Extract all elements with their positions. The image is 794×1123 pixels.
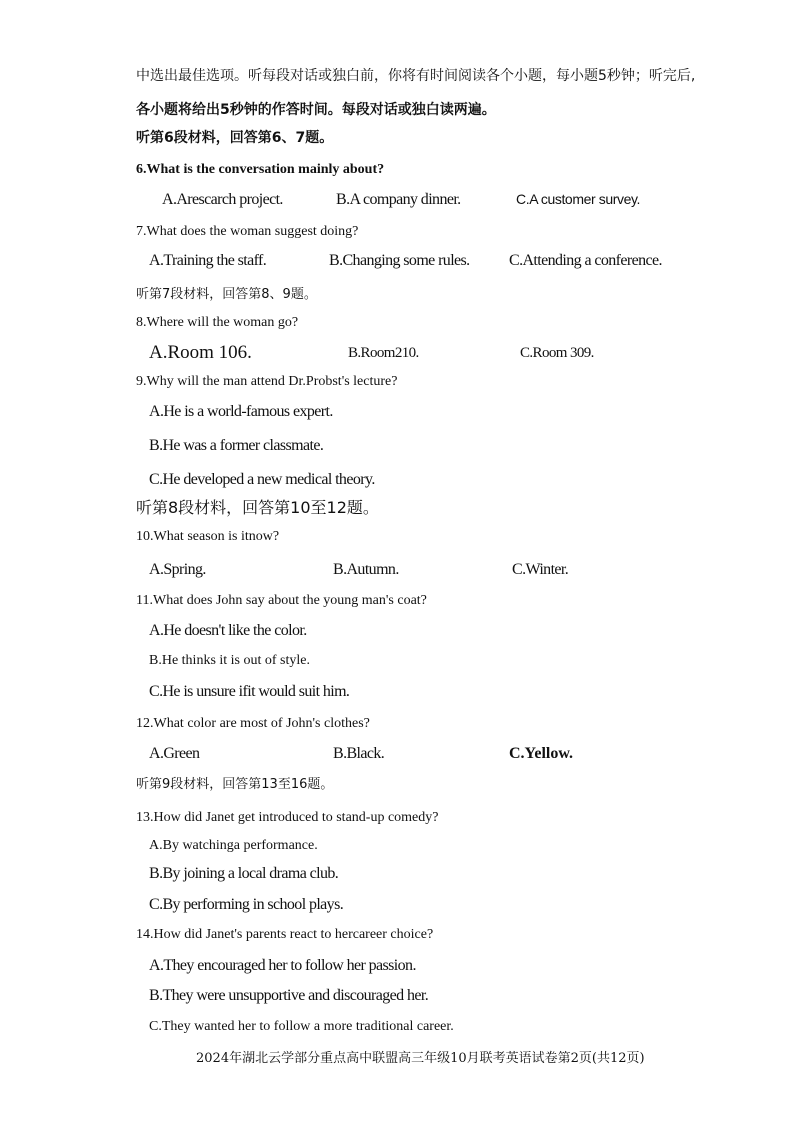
question-12-option-a: A.Green <box>149 745 200 762</box>
question-6-option-c: C.A customer survey. <box>516 191 641 207</box>
question-9-stem: 9.Why will the man attend Dr.Probst's lecture? <box>136 374 398 389</box>
question-8-option-c: C.Room 309. <box>520 345 594 361</box>
question-13-option-c: C.By performing in school plays. <box>149 896 344 913</box>
question-11-option-a: A.He doesn't like the color. <box>149 622 307 639</box>
instruction-line-1: 中选出最佳选项。听每段对话或独白前，你将有时间阅读各个小题，每小题5秒钟；听完后, <box>136 68 696 84</box>
question-12-option-c: C.Yellow. <box>509 745 573 762</box>
question-8-option-a: A.Room 106. <box>149 342 252 363</box>
question-9-option-a: A.He is a world-famous expert. <box>149 403 333 420</box>
question-13-option-b: B.By joining a local drama club. <box>149 865 339 882</box>
question-13-stem: 13.How did Janet get introduced to stand-up comedy? <box>136 810 439 825</box>
question-6-stem: 6.What is the conversation mainly about? <box>136 162 385 177</box>
question-14-stem: 14.How did Janet's parents react to hercareer choice? <box>136 927 434 942</box>
question-7-stem: 7.What does the woman suggest doing? <box>136 224 359 239</box>
question-11-option-c: C.He is unsure ifit would suit him. <box>149 683 350 700</box>
section-heading-6: 听第6段材料，回答第6、7题。 <box>136 130 334 146</box>
question-11-option-b: B.He thinks it is out of style. <box>149 653 310 668</box>
question-6-option-a: A.Arescarch project. <box>162 191 283 208</box>
question-7-option-c: C.Attending a conference. <box>509 252 662 269</box>
question-7-option-b: B.Changing some rules. <box>329 252 470 269</box>
instruction-line-2: 各小题将给出5秒钟的作答时间。每段对话或独白读两遍。 <box>136 102 496 118</box>
question-14-option-b: B.They were unsupportive and discouraged her. <box>149 987 429 1004</box>
question-10-option-b: B.Autumn. <box>333 561 399 578</box>
question-10-option-c: C.Winter. <box>512 561 569 578</box>
question-8-option-b: B.Room210. <box>348 345 419 361</box>
question-12-option-b: B.Black. <box>333 745 385 762</box>
question-12-stem: 12.What color are most of John's clothes? <box>136 716 370 731</box>
question-9-option-b: B.He was a former classmate. <box>149 437 324 454</box>
question-8-stem: 8.Where will the woman go? <box>136 315 299 330</box>
question-10-stem: 10.What season is itnow? <box>136 529 280 544</box>
section-heading-9: 听第9段材料，回答第13至16题。 <box>136 777 334 792</box>
question-11-stem: 11.What does John say about the young man's coat? <box>136 593 427 608</box>
question-6-option-b: B.A company dinner. <box>336 191 461 208</box>
question-10-option-a: A.Spring. <box>149 561 206 578</box>
page-footer: 2024年湖北云学部分重点高中联盟高三年级10月联考英语试卷第2页(共12页) <box>196 1051 645 1066</box>
question-9-option-c: C.He developed a new medical theory. <box>149 471 375 488</box>
question-14-option-c: C.They wanted her to follow a more traditional career. <box>149 1019 454 1034</box>
section-heading-7: 听第7段材料，回答第8、9题。 <box>136 287 317 302</box>
question-13-option-a: A.By watchinga performance. <box>149 838 318 853</box>
question-7-option-a: A.Training the staff. <box>149 252 267 269</box>
question-14-option-a: A.They encouraged her to follow her passion. <box>149 957 416 974</box>
section-heading-8: 听第8段材料，回答第10至12题。 <box>136 498 379 517</box>
